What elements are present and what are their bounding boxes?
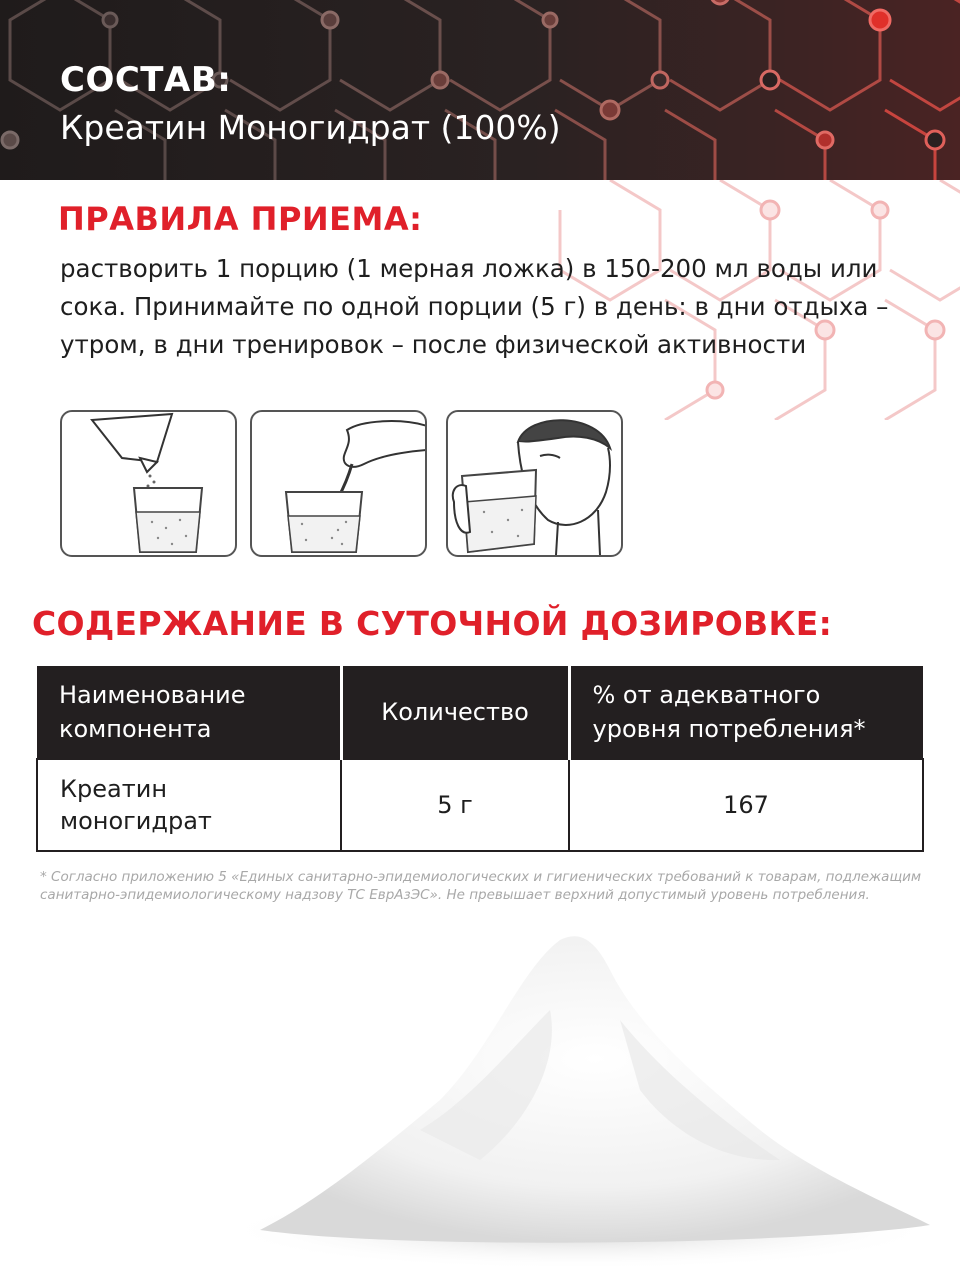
powder-pile-icon — [200, 900, 940, 1270]
rules-title: ПРАВИЛА ПРИЕМА: — [58, 200, 423, 238]
cell-amount: 5 г — [341, 759, 569, 851]
composition-value: Креатин Моногидрат (100%) — [60, 108, 561, 147]
cell-percent: 167 — [569, 759, 923, 851]
footnote: * Согласно приложению 5 «Единых санитарно-эпидемиологических и гигиенических требований к товарам, подлежащим санитарно-эпидемиологическому надзову ТС ЕврАзЭС». Не превышает верхний допустимый уровень потребления. — [40, 869, 922, 903]
pour-powder-into-glass-icon — [62, 412, 235, 555]
step-stir — [250, 410, 427, 557]
step-pour-powder — [60, 410, 237, 557]
rules-text: растворить 1 порцию (1 мерная ложка) в 150-200 мл воды или сока. Принимайте по одной порции (5 г) в день: в дни отдыха – утром, в дни тренировок – после физической активности — [60, 254, 889, 359]
column-header-percent: % от адекватного уровня потребления* — [569, 666, 923, 759]
dosage-title: СОДЕРЖАНИЕ В СУТОЧНОЙ ДОЗИРОВКЕ: — [32, 604, 833, 643]
composition-banner — [0, 0, 960, 180]
person-drinking-icon — [448, 412, 621, 555]
column-header-name: Наименование компонента — [37, 666, 341, 759]
column-header-amount: Количество — [341, 666, 569, 759]
table-header-row — [37, 666, 923, 759]
stir-with-spoon-icon — [252, 412, 425, 555]
step-drink — [446, 410, 623, 557]
table-row — [37, 759, 923, 851]
composition-title: СОСТАВ: — [60, 60, 232, 100]
dosage-table — [36, 666, 924, 852]
cell-component-name: Креатин моногидрат — [37, 759, 341, 851]
